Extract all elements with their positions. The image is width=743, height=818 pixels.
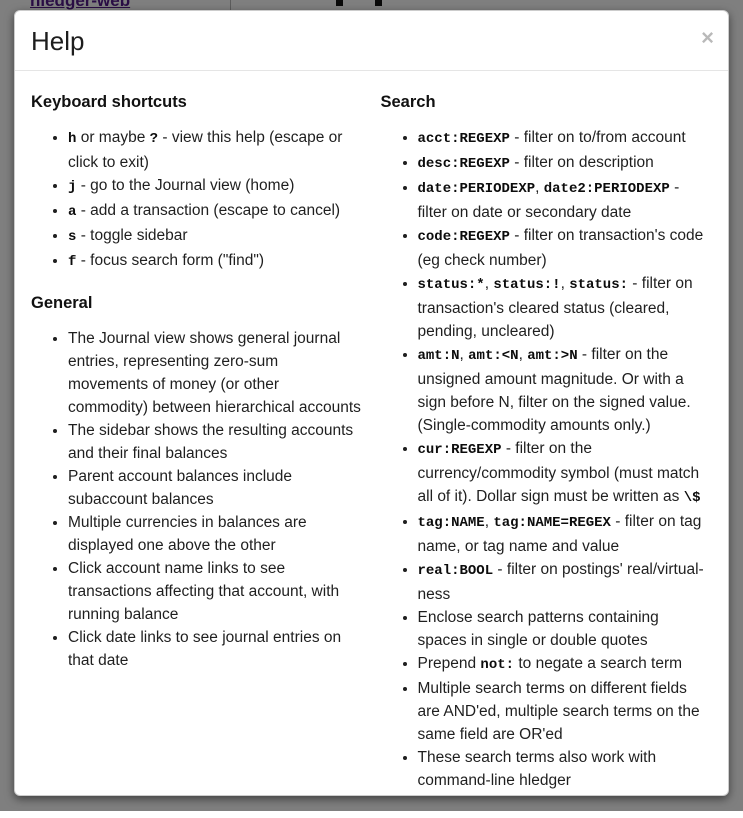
- list-item: • real:BOOL - filter on postings' real/virtual-ness: [418, 558, 713, 606]
- list-item: • desc:REGEXP - filter on description: [418, 151, 713, 176]
- list-item: • Click account name links to see transactions affecting that account, with running balance: [68, 557, 363, 626]
- code-term: status:: [569, 276, 628, 293]
- code-term: not:: [480, 656, 515, 673]
- code-term: desc:REGEXP: [417, 155, 510, 172]
- list-item: • Multiple search terms on different fields are AND'ed, multiple search terms on the same field are OR'ed: [418, 677, 713, 746]
- code-term: amt:<N: [468, 347, 519, 364]
- search-list: [381, 126, 713, 792]
- help-modal: [14, 10, 729, 796]
- right-column: [372, 73, 713, 802]
- list-item: • a - add a transaction (escape to cancel): [68, 199, 363, 224]
- modal-header: [15, 11, 728, 71]
- code-term: j: [68, 178, 77, 195]
- list-item: • Parent account balances include subaccount balances: [68, 465, 363, 511]
- list-item: • Enclose search patterns containing spaces in single or double quotes: [418, 606, 713, 652]
- code-term: date2:PERIODEXP: [543, 180, 670, 197]
- code-term: cur:REGEXP: [417, 441, 502, 458]
- close-icon[interactable]: ×: [701, 25, 714, 50]
- code-term: acct:REGEXP: [417, 130, 510, 147]
- code-term: amt:>N: [527, 347, 578, 364]
- list-item: • f - focus search form ("find"): [68, 249, 363, 274]
- code-term: tag:NAME=REGEX: [493, 514, 611, 531]
- modal-body: [15, 71, 728, 818]
- code-term: amt:N: [417, 347, 460, 364]
- code-term: ?: [149, 130, 159, 147]
- section-heading-general: General: [31, 293, 93, 312]
- list-item: • amt:N, amt:<N, amt:>N - filter on the unsigned amount magnitude. Or with a sign before N, filter on the signed value. (Single-commodity amounts only.): [418, 343, 713, 437]
- code-term: s: [68, 228, 77, 245]
- code-term: date:PERIODEXP: [417, 180, 536, 197]
- list-item: • s - toggle sidebar: [68, 224, 363, 249]
- list-item: • tag:NAME, tag:NAME=REGEX - filter on tag name, or tag name and value: [418, 510, 713, 558]
- list-item: • j - go to the Journal view (home): [68, 174, 363, 199]
- code-term: real:BOOL: [417, 562, 494, 579]
- code-term: tag:NAME: [417, 514, 485, 531]
- section-heading-search: Search: [380, 92, 436, 111]
- left-column: [31, 73, 372, 802]
- list-item: • h or maybe ? - view this help (escape or click to exit): [68, 126, 363, 174]
- general-list: [31, 327, 363, 672]
- list-item: • Prepend not: to negate a search term: [418, 652, 713, 677]
- list-item: • These search terms also work with command-line hledger: [418, 746, 713, 792]
- list-item: • code:REGEXP - filter on transaction's code (eg check number): [418, 224, 713, 272]
- list-item: • The Journal view shows general journal entries, representing zero-sum movements of money (or other commodity) between hierarchical accounts: [68, 327, 363, 419]
- code-term: h: [68, 130, 77, 147]
- code-term: a: [68, 203, 77, 220]
- list-item: • Multiple currencies in balances are displayed one above the other: [68, 511, 363, 557]
- list-item: • acct:REGEXP - filter on to/from account: [418, 126, 713, 151]
- code-term: f: [68, 253, 77, 270]
- modal-title: Help: [31, 26, 85, 56]
- code-term: code:REGEXP: [417, 228, 510, 245]
- list-item: • status:*, status:!, status: - filter on transaction's cleared status (cleared, pending, uncleared): [418, 272, 713, 343]
- code-term: status:!: [493, 276, 561, 293]
- keyboard-shortcuts-list: [31, 126, 363, 274]
- section-heading-keyboard-shortcuts: Keyboard shortcuts: [31, 92, 187, 111]
- list-item: • cur:REGEXP - filter on the currency/commodity symbol (must match all of it). Dollar sign must be written as \$: [418, 437, 713, 510]
- list-item: • Click date links to see journal entries on that date: [68, 626, 363, 672]
- code-term: status:*: [417, 276, 485, 293]
- list-item: • date:PERIODEXP, date2:PERIODEXP - filter on date or secondary date: [418, 176, 713, 224]
- code-term: \$: [683, 489, 701, 506]
- list-item: • The sidebar shows the resulting accounts and their final balances: [68, 419, 363, 465]
